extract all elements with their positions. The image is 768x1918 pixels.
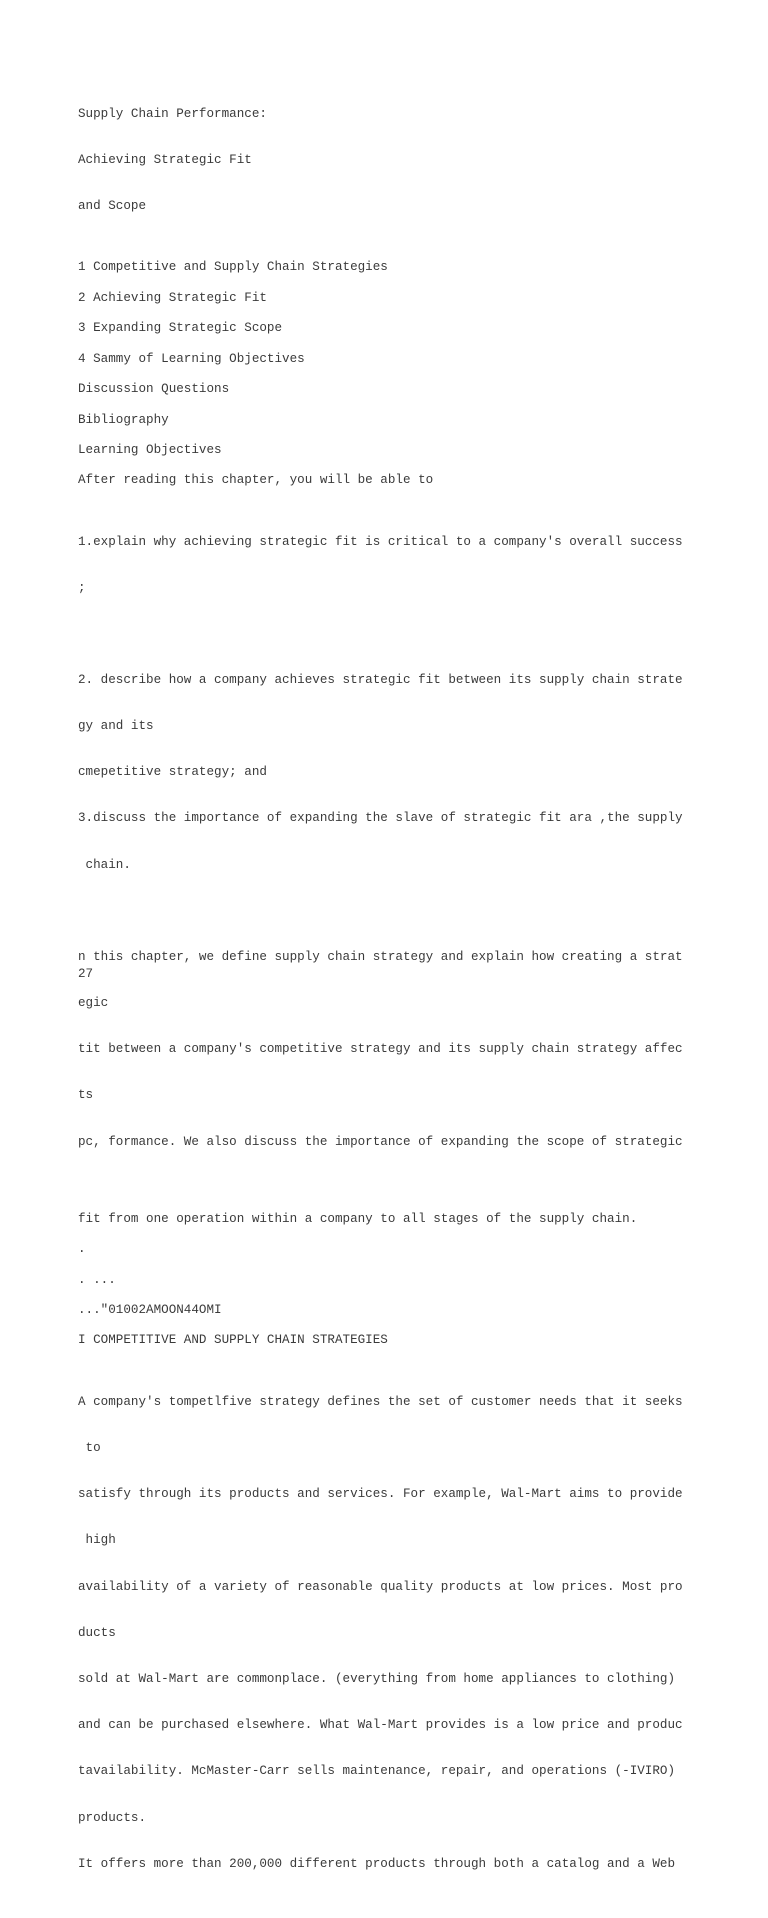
text-line: sold at Wal-Mart are commonplace. (everything from home appliances to clothing) <box>78 1671 676 1686</box>
text-line: egic <box>78 995 109 1010</box>
text-line: ts <box>78 1088 94 1103</box>
text-line: 2. describe how a company achieves strategic fit between its supply chain strate <box>78 672 683 687</box>
text-line: tit between a company's competitive strategy and its supply chain strategy affec <box>78 1042 683 1057</box>
chapter-title <box>78 76 718 245</box>
intro-continuation: fit from one operation within a company to all stages of the supply chain. <box>78 1211 638 1226</box>
text-line: availability of a variety of reasonable quality products at low prices. Most pro <box>78 1579 683 1594</box>
text-line: A company's tompetlfive strategy defines the set of customer needs that it seeks <box>78 1394 683 1409</box>
toc-item: 1 Competitive and Supply Chain Strategies <box>78 260 388 275</box>
text-line: ; <box>78 580 86 595</box>
dot-mark: . <box>78 1242 86 1257</box>
toc-item: Bibliography <box>78 412 169 427</box>
page-number: 27 <box>78 967 94 981</box>
title-line: and Scope <box>78 199 147 214</box>
toc-item: 2 Achieving Strategic Fit <box>78 290 267 305</box>
text-line: ducts <box>78 1625 116 1640</box>
objectives-2-3 <box>78 642 718 904</box>
text-line: 1.explain why achieving strategic fit is critical to a company's overall success <box>78 534 683 549</box>
section-heading: I COMPETITIVE AND SUPPLY CHAIN STRATEGIES <box>78 1333 388 1348</box>
text-line: 3.discuss the importance of expanding the slave of strategic fit ara ,the supply <box>78 811 683 826</box>
objective-1 <box>78 504 718 627</box>
text-line: pc, formance. We also discuss the importance of expanding the scope of strategic <box>78 1134 683 1149</box>
text-line: cmepetitive strategy; and <box>78 765 267 780</box>
learning-objectives-heading: Learning Objectives <box>78 442 222 457</box>
text-line: It offers more than 200,000 different products through both a catalog and a Web <box>78 1856 676 1871</box>
text-line: products. <box>78 1810 147 1825</box>
intro-paragraph <box>78 919 718 1181</box>
document-body <box>78 76 718 1918</box>
text-line: gy and its <box>78 719 154 733</box>
toc-item: 4 Sammy of Learning Objectives <box>78 351 305 366</box>
title-line: Achieving Strategic Fit <box>78 153 252 168</box>
text-line: satisfy through its products and services. For example, Wal-Mart aims to provide <box>78 1487 683 1502</box>
text-line: chain. <box>78 857 131 872</box>
objectives-intro: After reading this chapter, you will be able to <box>78 473 434 488</box>
ellipsis-mark: . ... <box>78 1272 116 1287</box>
text-line: tavailability. McMaster-Carr sells maintenance, repair, and operations (-IVIRO) <box>78 1764 676 1779</box>
text-line: to <box>78 1440 101 1455</box>
text-line: n this chapter, we define supply chain strategy and explain how creating a strat <box>78 949 683 964</box>
toc-item: Discussion Questions <box>78 382 230 397</box>
toc-item: 3 Expanding Strategic Scope <box>78 321 283 336</box>
ocr-code-line: ..."01002AMOON44OMI <box>78 1303 222 1317</box>
text-line: high <box>78 1533 116 1548</box>
body-paragraph <box>78 1364 718 1903</box>
title-line: Supply Chain Performance: <box>78 106 267 121</box>
text-line: and can be purchased elsewhere. What Wal-Mart provides is a low price and produc <box>78 1718 683 1733</box>
